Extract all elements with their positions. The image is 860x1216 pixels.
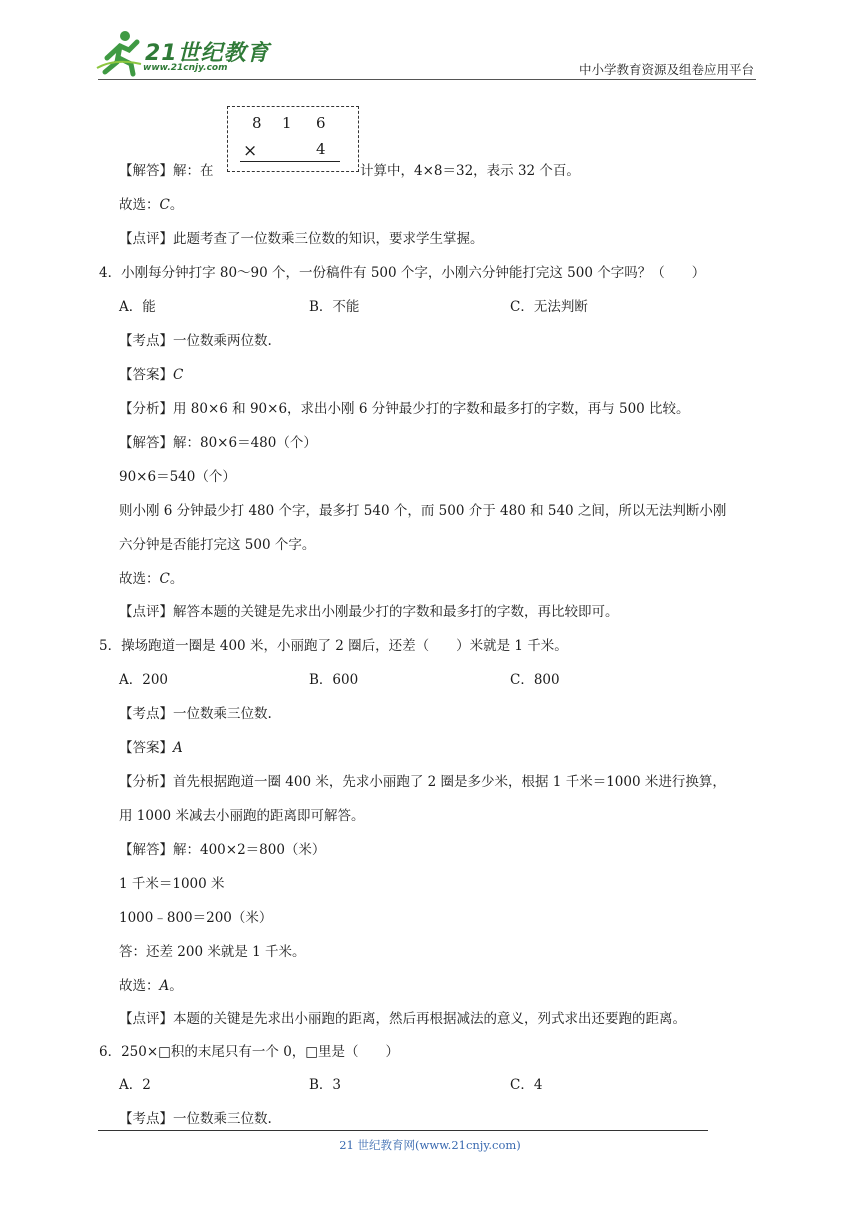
calc-operator: × — [243, 141, 258, 161]
q3-comment: 【点评】此题考查了一位数乘三位数的知识，要求学生掌握。 — [119, 231, 484, 247]
calc-digit: 1 — [282, 114, 292, 132]
choose-end: 。 — [169, 978, 183, 994]
q5-option-c: C．800 — [510, 672, 560, 688]
calc-rule — [240, 161, 340, 162]
choose-label: 故选： — [119, 978, 160, 994]
q6-stem: 6．250×□积的末尾只有一个 0，□里是（ ） — [99, 1044, 400, 1060]
q5-option-b: B．600 — [309, 672, 359, 688]
q5-point: 【考点】一位数乘三位数. — [119, 706, 272, 722]
choose-letter: C — [159, 197, 170, 213]
header-divider — [98, 79, 756, 80]
q5-solution-line: 1000﹣800＝200（米） — [119, 910, 273, 926]
calc-digit: 8 — [252, 114, 262, 132]
q4-solution-line: 90×6＝540（个） — [119, 469, 236, 485]
q5-solution-line: 1 千米＝1000 米 — [119, 876, 225, 892]
q6-option-c: C．4 — [510, 1077, 543, 1093]
q4-comment: 【点评】解答本题的关键是先求出小刚最少打的字数和最多打的字数，再比较即可。 — [119, 604, 619, 620]
q4-analysis: 【分析】用 80×6 和 90×6，求出小刚 6 分钟最少打的字数和最多打的字数，再与 500 比较。 — [119, 401, 690, 417]
choose-end: 。 — [169, 571, 184, 587]
calc-digit: 6 — [316, 114, 326, 132]
choose-letter: A — [159, 978, 170, 994]
q6-option-a: A．2 — [119, 1077, 151, 1093]
q4-stem: 4．小刚每分钟打字 80～90 个，一份稿件有 500 个字，小刚六分钟能打完这 500 个字吗？（ ） — [99, 265, 706, 281]
q5-option-a: A．200 — [119, 672, 169, 688]
vertical-multiplication-box — [227, 106, 359, 172]
answer-label: 【答案】 — [119, 740, 173, 756]
q5-stem: 5．操场跑道一圈是 400 米，小丽跑了 2 圈后，还差（ ）米就是 1 千米。 — [99, 638, 568, 654]
q4-solution-line: 则小刚 6 分钟最少打 480 个字，最多打 540 个，而 500 介于 480 和 540 之间，所以无法判断小刚 — [119, 503, 727, 519]
q5-analysis-line: 用 1000 米减去小丽跑的距离即可解答。 — [119, 808, 365, 824]
q4-answer — [119, 366, 183, 384]
q4-choose — [119, 570, 183, 588]
q4-point: 【考点】一位数乘两位数. — [119, 333, 272, 349]
footer-link[interactable]: 21 世纪教育网(www.21cnjy.com) — [339, 1138, 521, 1152]
choose-label: 故选： — [119, 571, 160, 587]
q5-solution-line: 答：还差 200 米就是 1 千米。 — [119, 944, 306, 960]
q6-point: 【考点】一位数乘三位数. — [119, 1111, 272, 1127]
q4-option-c: C．无法判断 — [510, 299, 588, 315]
q4-solution-line: 【解答】解：80×6＝480（个） — [119, 435, 317, 451]
q5-comment: 【点评】本题的关键是先求出小丽跑的距离，然后再根据减法的意义，列式求出还要跑的距离。 — [119, 1011, 686, 1027]
answer-letter: C — [173, 367, 184, 383]
q4-option-b: B．不能 — [309, 299, 360, 315]
q3-solution-suffix: 计算中，4×8＝32，表示 32 个百。 — [360, 163, 580, 179]
q4-option-a: A．能 — [119, 299, 156, 315]
q5-answer — [119, 739, 183, 757]
q3-choose — [119, 196, 183, 214]
q6-option-b: B．3 — [309, 1077, 342, 1093]
choose-letter: C — [159, 571, 170, 587]
page-header — [0, 0, 860, 82]
calc-multiplier: 4 — [316, 140, 326, 158]
answer-label: 【答案】 — [119, 367, 173, 383]
footer-divider — [98, 1130, 708, 1131]
q4-solution-line: 六分钟是否能打完这 500 个字。 — [119, 537, 316, 553]
q5-analysis-line: 【分析】首先根据跑道一圈 400 米，先求小丽跑了 2 圈是多少米，根据 1 千米＝1000 米进行换算， — [119, 774, 726, 790]
platform-name: 中小学教育资源及组卷应用平台 — [578, 62, 754, 77]
q3-solution-prefix: 【解答】解：在 — [119, 163, 214, 179]
q5-solution-line: 【解答】解：400×2＝800（米） — [119, 842, 326, 858]
choose-label: 故选： — [119, 197, 160, 213]
answer-letter: A — [173, 740, 183, 756]
logo-url: www.21cnjy.com — [143, 63, 228, 73]
q5-choose — [119, 977, 183, 995]
logo-text: 21世纪教育 — [145, 41, 270, 66]
choose-end: 。 — [169, 197, 184, 213]
